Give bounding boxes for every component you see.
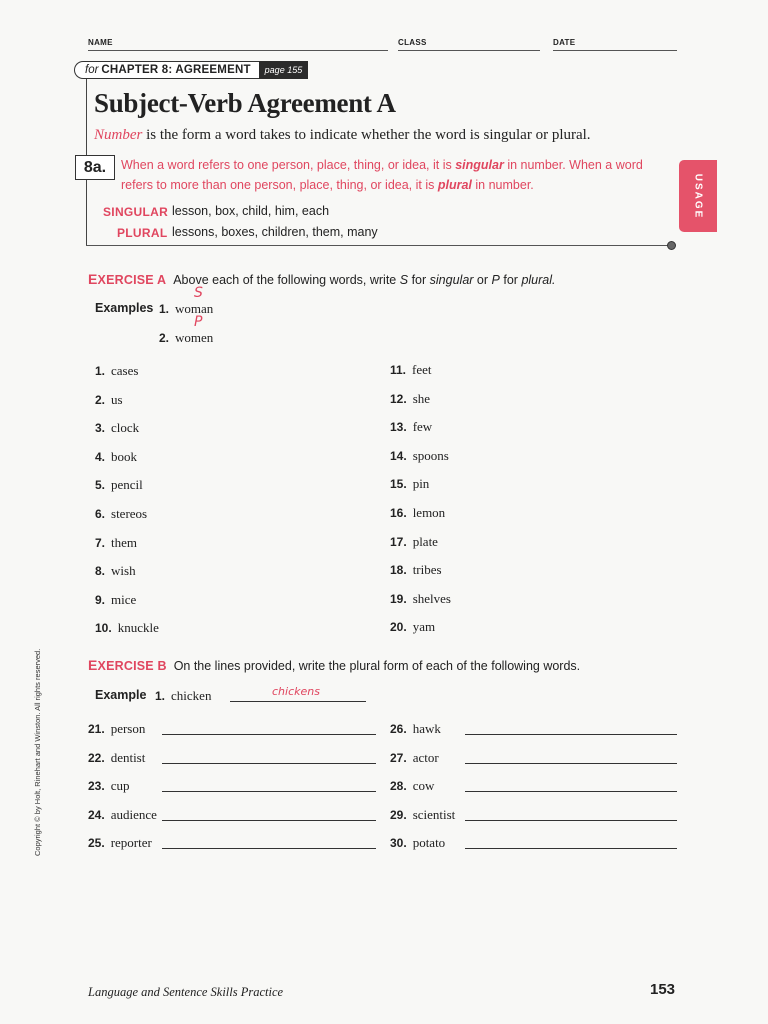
item-word: potato — [412, 835, 446, 851]
exercise-b-rest: XERCISE B — [97, 659, 167, 673]
item-word: dentist — [110, 749, 146, 765]
answer-line[interactable] — [162, 848, 376, 849]
usage-side-tab — [679, 160, 717, 232]
item-word: lemon — [412, 505, 446, 520]
chapter-page: page 155 — [259, 61, 309, 79]
chapter-tag — [74, 61, 308, 79]
list-item — [95, 420, 139, 436]
exercise-a-s: S — [399, 273, 409, 287]
item-word: cow — [412, 778, 435, 794]
answer-line[interactable] — [162, 820, 376, 821]
item-number: 25. — [88, 836, 105, 851]
list-item — [390, 362, 432, 378]
item-word: cup — [110, 778, 130, 794]
answer-line[interactable] — [465, 820, 677, 821]
name-line[interactable] — [88, 50, 388, 51]
name-label: NAME — [88, 38, 113, 47]
item-word: wish — [111, 563, 136, 579]
item-number: 18. — [390, 563, 407, 578]
item-number: 7. — [95, 535, 106, 550]
item-number: 6. — [95, 507, 106, 521]
list-item — [88, 721, 145, 737]
exercise-b-title — [88, 659, 167, 673]
exercise-a-instruction: for — [503, 273, 518, 287]
item-word: pin — [412, 476, 430, 492]
item-number: 30. — [390, 836, 407, 851]
item-number: 23. — [88, 779, 105, 794]
item-number: 12. — [390, 391, 407, 406]
definition — [94, 127, 591, 144]
item-word: she — [412, 390, 431, 406]
exercise-a-p: P — [491, 273, 500, 287]
page-number: 153 — [650, 981, 676, 998]
class-line[interactable] — [398, 50, 540, 51]
item-word: us — [111, 391, 123, 407]
list-item — [88, 807, 157, 823]
item-word: few — [412, 419, 433, 435]
item-number: 9. — [95, 592, 106, 607]
item-number: 22. — [88, 750, 105, 765]
item-number: 28. — [390, 779, 407, 794]
exercise-a-instruction: or — [476, 273, 489, 287]
definition-text: is the form a word takes to indicate whether the word is singular or plural. — [146, 127, 591, 143]
item-word: cases — [111, 363, 139, 378]
list-item — [95, 363, 138, 379]
list-item — [390, 750, 439, 766]
item-number: 20. — [390, 620, 407, 635]
example-item — [159, 330, 213, 346]
list-item — [390, 778, 434, 794]
item-number: 16. — [390, 506, 407, 520]
usage-tab-label: USAGE — [692, 173, 704, 219]
footer-book-title: Language and Sentence Skills Practice — [88, 985, 284, 999]
page-title: Subject-Verb Agreement A — [94, 88, 396, 118]
copyright-notice: Copyright © by Holt, Rinehart and Winston. All rights reserved. — [33, 648, 42, 856]
list-item — [390, 419, 432, 435]
date-line[interactable] — [553, 50, 677, 51]
exercise-a-instruction: for — [411, 273, 427, 287]
list-item — [390, 807, 455, 823]
chapter-name: CHAPTER 8: AGREEMENT — [101, 64, 251, 76]
list-item — [390, 534, 438, 550]
item-word: shelves — [412, 590, 451, 606]
item-word: yam — [412, 619, 436, 635]
answer-line[interactable] — [162, 734, 376, 735]
item-number: 26. — [390, 722, 407, 736]
item-word: person — [110, 721, 146, 736]
exercise-a-singular: singular — [429, 273, 474, 287]
list-item — [95, 592, 136, 608]
item-number: 29. — [390, 807, 407, 822]
item-word: reporter — [110, 835, 152, 851]
item-word: scientist — [412, 806, 456, 822]
item-word: hawk — [412, 721, 441, 736]
item-word: feet — [412, 362, 432, 377]
item-word: book — [111, 448, 138, 464]
list-item — [390, 562, 442, 578]
chapter-prefix: for — [85, 64, 99, 76]
item-word: woman — [175, 301, 214, 316]
divider-dot-icon — [667, 241, 676, 250]
item-word: pencil — [111, 477, 143, 493]
examples-label: Examples — [95, 301, 154, 315]
exercise-b-initial: E — [88, 657, 98, 673]
item-word: actor — [412, 749, 439, 765]
item-number: 1. — [95, 364, 106, 378]
answer-line[interactable] — [465, 848, 677, 849]
list-item — [95, 506, 147, 522]
example-answer: S — [194, 285, 203, 301]
item-word: mice — [111, 591, 137, 607]
rule-text — [121, 155, 651, 195]
singular-label: SINGULAR — [103, 205, 169, 219]
example-answer: chickens — [272, 685, 320, 698]
item-word: tribes — [412, 562, 442, 578]
list-item — [88, 750, 145, 766]
item-word: them — [111, 534, 138, 550]
item-number: 3. — [95, 421, 106, 436]
exercise-a-title — [88, 273, 166, 287]
class-label: CLASS — [398, 38, 427, 47]
list-item — [390, 619, 435, 635]
exercise-b-heading — [88, 657, 580, 673]
exercise-a-rest: XERCISE A — [97, 273, 167, 287]
list-item — [390, 505, 445, 521]
example-answer: P — [194, 314, 203, 330]
item-number: 21. — [88, 722, 105, 736]
exercise-a-plural: plural. — [521, 273, 556, 287]
item-number: 8. — [95, 564, 106, 579]
list-item — [95, 563, 136, 579]
item-number: 1. — [159, 302, 170, 316]
item-word: spoons — [412, 447, 449, 463]
section-divider — [86, 245, 669, 246]
example-item — [155, 688, 211, 704]
item-word: women — [175, 330, 214, 345]
item-word: audience — [110, 806, 157, 822]
item-number: 27. — [390, 750, 407, 765]
answer-line[interactable] — [162, 791, 376, 792]
item-number: 10. — [95, 621, 112, 636]
rule-text-part: in number. When a word refers to more than one person, place, thing, or idea, it is — [121, 158, 643, 192]
item-number: 24. — [88, 807, 105, 822]
item-number: 5. — [95, 478, 106, 493]
item-number: 2. — [95, 392, 106, 407]
example-answer-line — [230, 701, 366, 702]
list-item — [95, 392, 123, 408]
plural-label: PLURAL — [117, 226, 168, 240]
exercise-b-instruction: On the lines provided, write the plural form of each of the following words. — [173, 659, 581, 673]
exercise-a-heading — [88, 271, 555, 287]
list-item — [95, 449, 137, 465]
rule-text-part: When a word refers to one person, place, thing, or idea, it is — [121, 158, 452, 172]
exercise-a-instruction: Above each of the following words, write — [173, 273, 397, 287]
list-item — [390, 391, 430, 407]
item-number: 19. — [390, 591, 407, 606]
item-number: 15. — [390, 477, 407, 492]
item-number: 14. — [390, 448, 407, 463]
definition-term: Number — [94, 127, 143, 143]
item-word: chicken — [171, 688, 212, 703]
rule-singular-emphasis: singular — [455, 158, 504, 172]
list-item — [95, 620, 159, 636]
item-number: 1. — [155, 689, 166, 703]
item-number: 13. — [390, 420, 407, 435]
list-item — [95, 477, 143, 493]
date-label: DATE — [553, 38, 576, 47]
list-item — [95, 535, 137, 551]
item-number: 11. — [390, 363, 407, 377]
answer-line[interactable] — [162, 763, 376, 764]
rule-text-part: in number. — [475, 178, 534, 192]
exercise-a-initial: E — [88, 271, 98, 287]
example-label: Example — [95, 688, 147, 702]
item-number: 17. — [390, 534, 407, 549]
list-item — [390, 476, 429, 492]
item-number: 4. — [95, 449, 106, 464]
list-item — [88, 835, 152, 851]
item-word: knuckle — [117, 620, 159, 636]
list-item — [390, 448, 449, 464]
answer-line[interactable] — [465, 763, 677, 764]
singular-words: lesson, box, child, him, each — [172, 204, 330, 218]
item-number: 2. — [159, 331, 170, 345]
list-item — [88, 778, 129, 794]
item-word: plate — [412, 533, 438, 549]
list-item — [390, 591, 451, 607]
list-item — [390, 835, 445, 851]
rule-number-box: 8a. — [75, 155, 115, 180]
plural-words: lessons, boxes, children, them, many — [172, 225, 378, 239]
item-word: clock — [111, 420, 140, 436]
answer-line[interactable] — [465, 791, 677, 792]
example-item — [159, 301, 213, 317]
item-word: stereos — [111, 506, 148, 521]
list-item — [390, 721, 441, 737]
answer-line[interactable] — [465, 734, 677, 735]
rule-plural-emphasis: plural — [437, 178, 472, 192]
